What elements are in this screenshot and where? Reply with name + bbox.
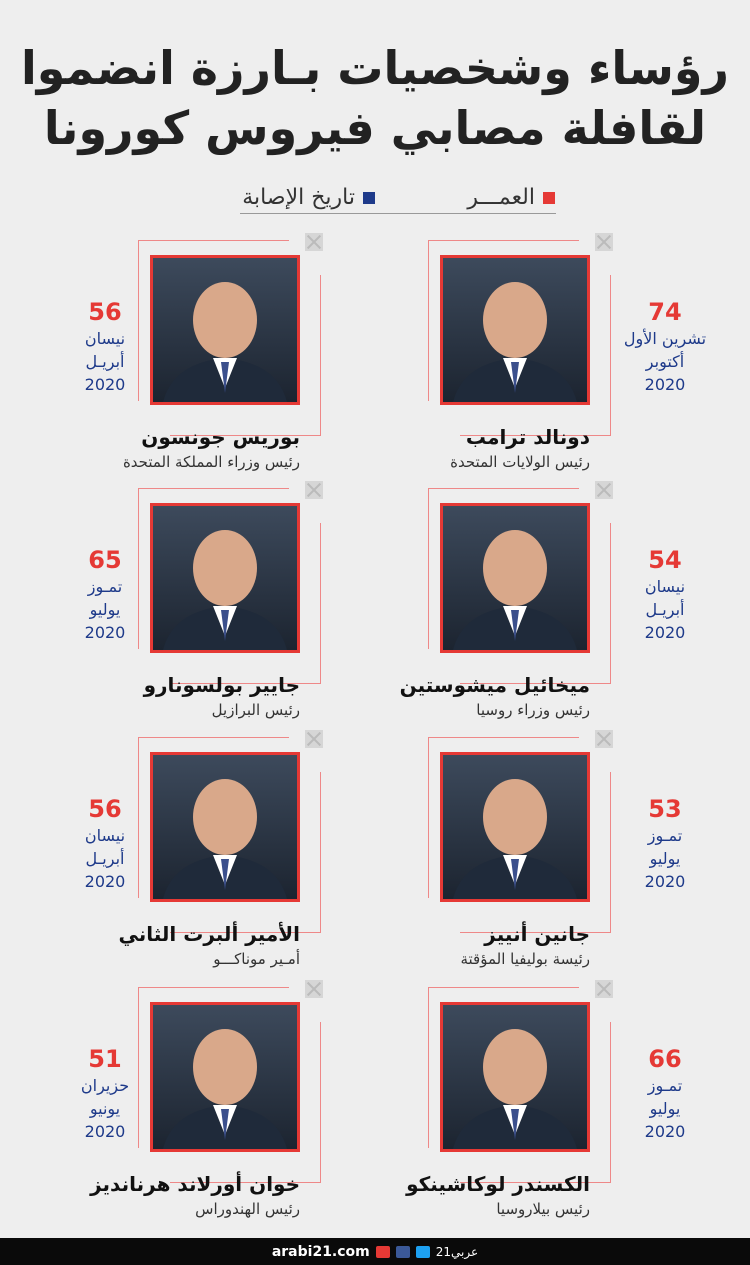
infection-stat <box>610 545 720 644</box>
infection-stat <box>50 794 160 893</box>
infection-stat <box>610 1044 720 1143</box>
legend-age <box>467 185 555 210</box>
month-gregorian: يوليو <box>649 1099 681 1118</box>
person-role: رئيس بيلاروسيا <box>496 1200 590 1218</box>
person-role: رئيس وزراء روسيا <box>476 701 590 719</box>
cross-mark-icon <box>305 481 323 499</box>
month-gregorian: أبريـل <box>85 849 125 868</box>
month-gregorian: يوليو <box>89 600 121 619</box>
person-age: 53 <box>648 795 682 823</box>
person-photo <box>150 1002 300 1152</box>
person-photo <box>440 255 590 405</box>
person-name: ميخائيل ميشوستين <box>399 673 590 697</box>
person-photo <box>440 752 590 902</box>
person-photo <box>440 1002 590 1152</box>
month-gregorian: أبريـل <box>645 600 685 619</box>
facebook-icon[interactable] <box>396 1246 410 1258</box>
infection-year: 2020 <box>84 375 126 394</box>
month-gregorian: أكتوبر <box>645 352 685 371</box>
infection-year: 2020 <box>84 623 126 642</box>
infection-year: 2020 <box>644 872 686 891</box>
month-syriac: تمـوز <box>647 1076 683 1095</box>
person-photo <box>150 255 300 405</box>
legend-divider <box>240 213 556 214</box>
month-gregorian: يونيو <box>89 1099 121 1118</box>
headline-line-2: لقافلة مصابي فيروس كورونا <box>43 101 707 155</box>
footer-site[interactable]: arabi21.com <box>271 1243 370 1260</box>
person-age: 56 <box>88 298 122 326</box>
cross-mark-icon <box>595 233 613 251</box>
infection-year: 2020 <box>644 375 686 394</box>
person-role: رئيسة بوليفيا المؤقتة <box>460 950 590 968</box>
cross-mark-icon <box>305 233 323 251</box>
person-name: خوان أورلاند هرنانديز <box>90 1172 300 1196</box>
person-name: جايير بولسونارو <box>143 673 300 697</box>
cross-mark-icon <box>305 730 323 748</box>
person-photo <box>150 503 300 653</box>
person-age: 65 <box>88 546 122 574</box>
person-age: 51 <box>88 1045 122 1073</box>
cross-mark-icon <box>595 481 613 499</box>
infection-stat <box>50 1044 160 1143</box>
infection-year: 2020 <box>644 1122 686 1141</box>
headline-line-1: رؤساء وشخصيات بـارزة انضموا <box>21 41 729 95</box>
person-age: 54 <box>648 546 682 574</box>
cross-mark-icon <box>595 980 613 998</box>
cross-mark-icon <box>595 730 613 748</box>
infection-stat <box>610 297 720 396</box>
legend-age-label: العمـــر <box>467 185 535 210</box>
person-role: رئيس وزراء المملكة المتحدة <box>122 453 300 471</box>
month-syriac: نيسان <box>84 329 126 348</box>
brand-logo: عربي21 <box>435 1244 479 1259</box>
date-square-icon <box>363 192 375 204</box>
person-name: جانين أنييز <box>484 922 590 946</box>
infection-stat <box>50 545 160 644</box>
legend-date <box>242 185 375 210</box>
person-role: رئيس البرازيل <box>211 701 300 719</box>
month-syriac: تشرين الأول <box>623 329 707 348</box>
person-photo <box>440 503 590 653</box>
person-role: رئيس الولايات المتحدة <box>450 453 590 471</box>
youtube-icon[interactable] <box>376 1246 390 1258</box>
footer-bar <box>0 1238 750 1265</box>
month-syriac: تمـوز <box>87 577 123 596</box>
month-gregorian: أبريـل <box>85 352 125 371</box>
person-age: 66 <box>648 1045 682 1073</box>
infection-stat <box>610 794 720 893</box>
person-name: الأمير ألبرت الثاني <box>118 922 300 946</box>
person-role: أمـير موناكـــو <box>213 950 300 968</box>
legend-date-label: تاريخ الإصابة <box>242 185 355 210</box>
month-syriac: حزيران <box>80 1076 130 1095</box>
person-photo <box>150 752 300 902</box>
month-syriac: نيسان <box>644 577 686 596</box>
cross-mark-icon <box>305 980 323 998</box>
month-syriac: تمـوز <box>647 826 683 845</box>
person-name: الكسندر لوكاشينكو <box>406 1172 590 1196</box>
person-name: دونالد ترامب <box>465 425 590 449</box>
age-square-icon <box>543 192 555 204</box>
twitter-icon[interactable] <box>416 1246 430 1258</box>
infection-year: 2020 <box>84 1122 126 1141</box>
infection-year: 2020 <box>84 872 126 891</box>
person-role: رئيس الهندوراس <box>195 1200 300 1218</box>
infection-year: 2020 <box>644 623 686 642</box>
person-age: 56 <box>88 795 122 823</box>
person-age: 74 <box>648 298 682 326</box>
person-name: بوريس جونسون <box>141 425 300 449</box>
month-syriac: نيسان <box>84 826 126 845</box>
month-gregorian: يوليو <box>649 849 681 868</box>
infection-stat <box>50 297 160 396</box>
